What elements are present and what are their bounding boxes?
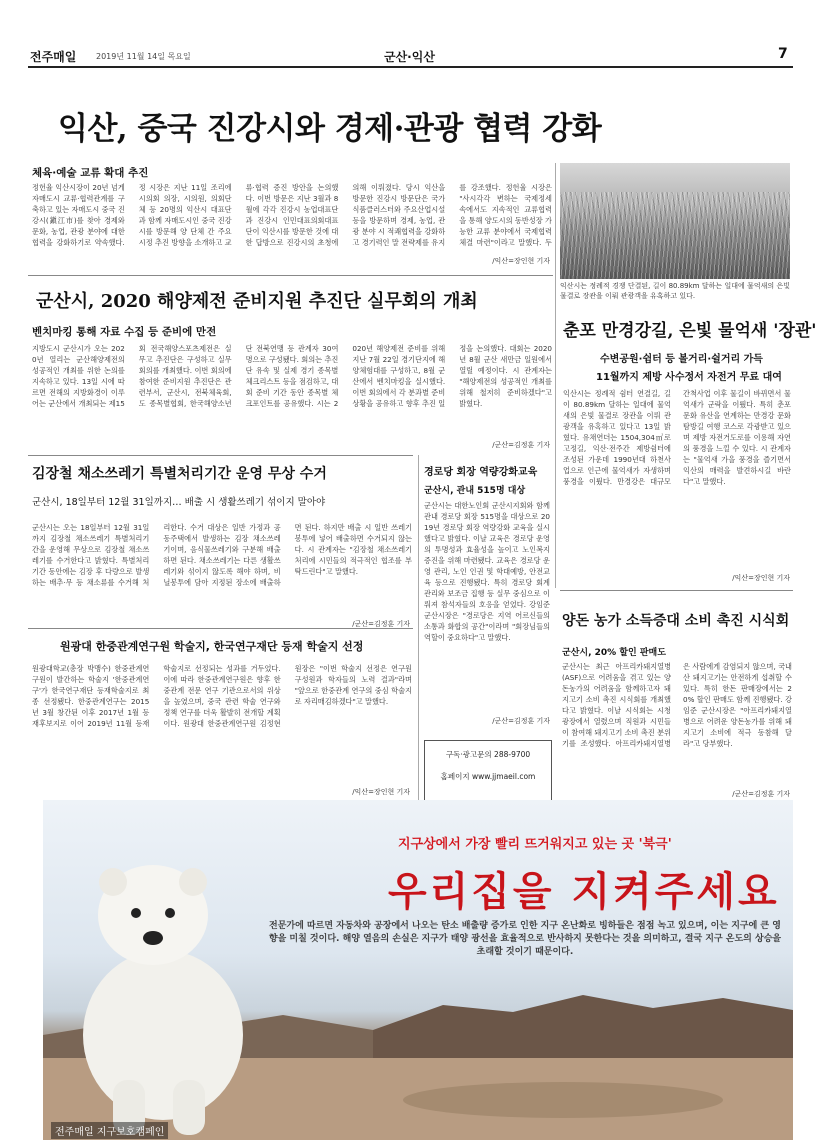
reed-field-photo	[560, 163, 790, 279]
article3-top-rule	[28, 275, 553, 276]
article5-headline: 원광대 한중관계연구원 학술지, 한국연구재단 등재 학술지 선정	[60, 640, 364, 653]
article3-byline: /군산=김정훈 기자	[492, 441, 550, 449]
article1-body: 정헌율 익산시장이 20년 넘게 자매도시 교류·협력관계를 구축하고 있는 자매도시 중국 진강시(鎭江市)를 찾아 경제와 문화, 농업, 관광 분야에 대한 협력을 강화하기로 약속했다. 정 시장은 지난 11일 조리에 시의회 의장, 시의원, 의회단체 등 20명의 익산시 대표단과 함께 자매도시인 중국 진강시를 방문해 양 단체 간 주요 시정 추진 방향을 소개하고 교류·협력 증진 방안을 논의했다. 이번 방문은 지난 3월과 8월에 각각 진강시 농업대표단과 진강시 인민대표의회대표단이 익산시를 방문한 것에 대한 답방으로 진강시의 초청에 의해 이뤄졌다. 당시 익산을 방문한 진강시 방문단은 국가식품클러스터와 주요산업시설 등을 방문하며 경제, 농업, 관광 분야 시 적쾌협력을 강화하고 경기력인 말 전략제를 유지를 강조했다. 정헌율 시장은 "사시각각 변하는 국제정세 속에서도 지속적인 교류협력을 통해 양도시의 동반성장 가능한 교류 분야에서 국제협력 체결 마련"이라고 말했다. 두	[32, 183, 552, 247]
article4-top-rule	[28, 455, 413, 456]
subscribe-info: 구독·광고문의 288-9700	[445, 750, 531, 759]
page-number: 7	[778, 46, 788, 62]
issue-date: 2019년 11월 14일 목요일	[96, 52, 191, 61]
article1-headline: 익산, 중국 진강시와 경제·관광 협력 강화	[58, 111, 602, 147]
ad-headline: 우리집을 지켜주세요	[388, 869, 780, 915]
article3-body: 지방도시 군산시가 오는 2020년 열리는 군산해양제전의 성공적인 개최를 위한 논의를 지속하고 있다. 13일 시에 따르면 전해의 지방화경이 이루어는 군산에서 개최되는 제15회 전국해양스포츠제전은 실무고 추진단은 구성하고 실무회의를 개최했다. 이번 회의에 참여한 준비지원 추진단은 관련부서, 군산시, 전북체육회, 도 종목별협회, 한국해양소년단 전북연맹 등 관계자 30여명으로 구성됐다. 회의는 추진단 유속 및 실제 경기 종목별 체크리스트 등을 점검하고, 대회 준비 기간 동안 종목별 체크포인트를 공유했다. 시는 2020년 해양제전 준비를 위해 지난 7월 22일 경기단지에 해양체험대를 구성하고, 8월 군산에서 벤치마킹을 실시했다. 이번 회의에서 각 분과별 준비상황을 공유하고 향후 추진 일정을 논의했다. 대회는 2020년 8월 군산 새만금 일원에서 열릴 예정이다. 시 관계자는 "해양제전의 성공적인 개최를 위해 철저히 준비하겠다"고 밝혔다.	[32, 344, 552, 408]
article2-subhead2: 11월까지 제방 사수정서 자전거 무료 대여	[596, 372, 782, 383]
section-title: 군산·익산	[384, 50, 435, 64]
ad-credit: 전주매일 지구보호캠페인	[51, 1122, 168, 1139]
article4-byline: /군산=김정훈 기자	[352, 620, 410, 628]
ground-stone	[403, 1082, 723, 1118]
article3-subhead: 벤치마킹 통해 자료 수집 등 준비에 만전	[32, 326, 217, 338]
article6-subhead: 군산시, 관내 515명 대상	[424, 486, 526, 496]
article1-subhead: 체육·예술 교류 확대 추진	[32, 167, 149, 179]
reed-texture	[560, 192, 790, 279]
contact-box	[424, 740, 552, 802]
column-divider-right	[555, 163, 556, 588]
article5-top-rule	[28, 628, 413, 629]
article2-subhead1: 수변공원·쉼터 등 볼거리·쉴거리 가득	[600, 354, 763, 365]
article5-byline: /익산=장인현 기자	[352, 788, 410, 796]
photo1-caption: 익산시는 정례적 경쟁 단결된, 길이 80.89km 달하는 일대에 물억새의 은빛 물결로 장관을 이뤄 관광객을 유혹하고 있다.	[560, 282, 790, 300]
article4-body: 군산시는 오는 18일부터 12월 31일까지 김장철 채소쓰레기 특별처리기간을 운영해 무상으로 김장철 채소쓰레기를 수거한다고 밝혔다. 특별처리기간 동안에는 김장 후 다량으로 발생하는 배추·무 등 채소류를 수거해 처리한다. 수거 대상은 일반 가정과 공동주택에서 발생하는 김장 채소쓰레기이며, 음식물쓰레기와 구분해 배출하면 된다. 채소쓰레기는 다른 생활쓰레기와 섞이지 않도록 해야 하며, 비닐봉투에 담아 지정된 장소에 배출하면 된다. 하지만 배출 시 일반 쓰레기봉투에 넣어 배출하면 수거되지 않는다. 시 관계자는 "김장철 채소쓰레기 처리에 시민들의 적극적인 협조를 부탁드린다"고 말했다.	[32, 523, 412, 587]
article7-byline: /군산=김정훈 기자	[732, 790, 790, 798]
article6-byline: /군산=김정훈 기자	[492, 717, 550, 725]
header-rule	[28, 66, 793, 68]
climate-ad	[43, 800, 793, 1140]
article5-body: 원광대학교(총장 박맹수) 한중관계연구원이 발간하는 학술지 '한중관계연구'가 한국연구재단 등재학술지로 최종 선정됐다. 한중관계연구는 2015년 3월 창간된 이후 2017년 1월 등재후보지로 이어 2019년 11월 등재학술지로 선정되는 성과를 거두었다. 이에 따라 한중관계연구원은 향후 한중관계 전문 연구 기관으로서의 위상을 높였으며, 중국 관련 학술 연구와 정책 연구를 더욱 활발히 전개할 계획이다. 원광대 한중관계연구원 김정현 원장은 "이번 학술지 선정은 연구원 구성원과 학자들의 노력 결과"라며 "앞으로 한중관계 연구의 중심 학술지로 자리매김하겠다"고 말했다.	[32, 664, 412, 728]
mountain-shape	[373, 995, 793, 1060]
article7-headline: 양돈 농가 소득증대 소비 촉진 시식회	[562, 613, 790, 629]
ad-body: 전문가에 따르면 자동차와 공장에서 나오는 탄소 배출량 증가로 인한 지구 온난화로 빙하들은 점점 녹고 있으며, 이는 지구에 큰 영향을 미칠 것이다. 해양 열음의 손실은 지구가 태양 광선을 효율적으로 반사하지 못한다는 것을 의미하고, 결국 지구 온도의 상승을 초래할 것이기 때문이다.	[268, 921, 782, 957]
article6-body: 군산시는 대한노인회 군산시지회와 함께 관내 경로당 회장 515명을 대상으로 2019년 경로당 회장 역량강화 교육을 실시했다고 밝혔다. 이날 교육은 경로당 운영의 투명성과 효율성을 높이고 노인복지 증진을 위해 마련됐다. 교육은 경로당 운영 관리, 노인 인권 및 학대예방, 안전교육 등으로 진행됐다. 특히 경로당 회계 관리와 보조금 집행 등 실무 중심으로 이뤄져 참석자들의 호응을 얻었다. 강임준 군산시장은 "경로당은 지역 어르신들의 소통과 화합의 공간"이라며 "회장님들의 역할이 중요하다"고 말했다.	[424, 501, 550, 642]
article1-byline: /익산=장인현 기자	[492, 257, 550, 265]
article7-body: 군산시는 최근 아프리카돼지열병(ASF)으로 어려움을 겪고 있는 양돈농가의 어려움을 함께하고자 돼지고기 소비 촉진 시식회를 개최했다고 밝혔다. 이날 시식회는 시청 광장에서 열렸으며 직원과 시민들이 참여해 돼지고기 소비 촉진 분위기를 조성했다. 아프리카돼지열병은 사람에게 감염되지 않으며, 국내산 돼지고기는 안전하게 섭취할 수 있다. 특히 한돈 판매장에서는 20% 할인 판매도 함께 진행됐다. 강임준 군산시장은 "아프리카돼지열병으로 어려운 양돈농가를 위해 돼지고기 소비에 적극 동참해 달라"고 당부했다.	[562, 662, 792, 748]
article3-headline: 군산시, 2020 해양제전 준비지원 추진단 실무회의 개최	[36, 291, 478, 312]
homepage-link[interactable]: 홈페이지 www.jjmaeil.com	[440, 772, 536, 781]
masthead-logo: 전주매일	[30, 50, 77, 64]
ad-tagline: 지구상에서 가장 빨리 뜨거워지고 있는 곳 '북극'	[398, 837, 672, 852]
article7-subhead: 군산시, 20% 할인 판매도	[562, 648, 666, 658]
polar-bear	[83, 865, 243, 1135]
article2-byline: /익산=장인현 기자	[732, 574, 790, 582]
article2-body: 익산시는 정례적 쉼터 연결길, 길이 80.89km 달하는 일대에 물억새의 은빛 물결로 장관을 이뤄 관광객을 유혹하고 있다고 13일 밝혔다. 유채연더는 1504,304㎡로 고정길, 익산·전주간 제방쉼터에 조성된 가운데 1990년대 하천사업으로 인근에 물억새가 자생하며 풍경을 이뤘다. 만경강은 대규모 간척사업 이후 물길이 바뀌면서 물억새가 군락을 이뤘다. 특히 춘포 문화 유산을 연계하는 만경강 문화탐방길 여행 코스로 각광받고 있으며 제방 자전거도로를 이용해 자연의 풍경을 느낄 수 있다. 시 관계자는 "물억새 가을 풍경을 즐기면서 익산의 매력을 발견하시길 바란다"고 말했다.	[563, 389, 791, 486]
article4-subhead: 군산시, 18일부터 12월 31일까지… 배출 시 생활쓰레기 섞이지 말아야	[32, 497, 326, 508]
article4-headline: 김장철 채소쓰레기 특별처리기간 운영 무상 수거	[32, 466, 327, 482]
article6-headline: 경로당 회장 역량강화교육	[424, 467, 538, 478]
article7-top-rule	[560, 590, 793, 591]
column-divider-mid	[418, 455, 419, 807]
article2-headline: 춘포 만경강길, 은빛 물억새 '장관'	[563, 321, 817, 341]
